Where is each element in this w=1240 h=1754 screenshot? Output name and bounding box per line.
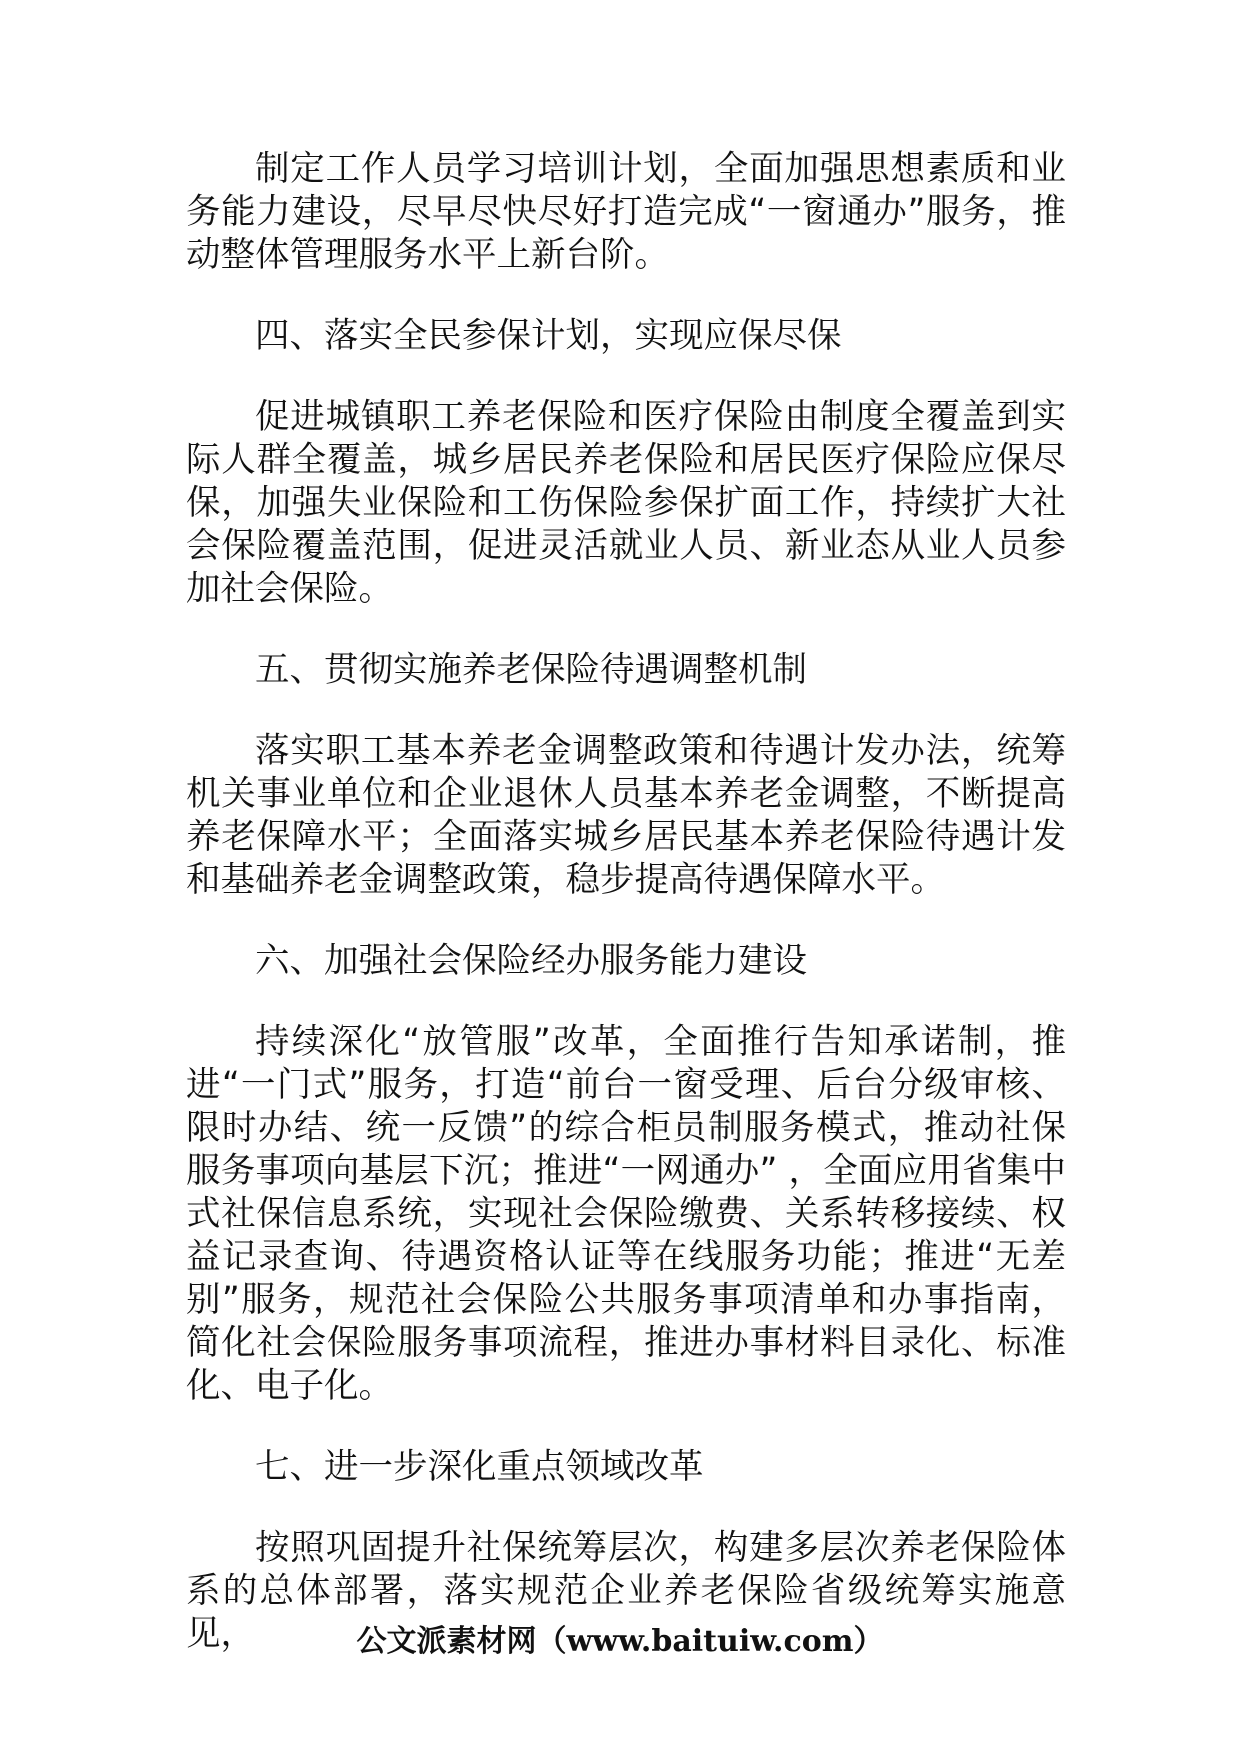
section-heading-7: 七、进一步深化重点领域改革: [255, 1447, 704, 1487]
section-heading-4: 四、落实全民参保计划，实现应保尽保: [255, 316, 842, 356]
paragraph-3: 落实职工基本养老金调整政策和待遇计发办法，统筹机关事业单位和企业退休人员基本养老金调整，不断提高养老保障水平；全面落实城乡居民基本养老保险待遇计发和基础养老金调整政策，稳步提高待遇保障水平。: [186, 731, 1066, 900]
section-heading-5: 五、贯彻实施养老保险待遇调整机制: [255, 650, 807, 690]
document-body: [186, 148, 1066, 1656]
paragraph-4: 持续深化“放管服”改革，全面推行告知承诺制，推进“一门式”服务，打造“前台一窗受理、后台分级审核、限时办结、统一反馈”的综合柜员制服务模式，推动社保服务事项向基层下沉；推进“一网通办” ，全面应用省集中式社保信息系统，实现社会保险缴费、关系转移接续、权益记录查询、待遇资格认证等在线服务功能；推进“无差别”服务，规范社会保险公共服务事项清单和办事指南，简化社会保险服务事项流程，推进办事材料目录化、标准化、电子化。: [186, 1022, 1066, 1406]
page-footer-watermark: 公文派素材网（www.baituiw.com）: [356, 1624, 884, 1659]
paragraph-1: 制定工作人员学习培训计划，全面加强思想素质和业务能力建设，尽早尽快尽好打造完成“一窗通办”服务，推动整体管理服务水平上新台阶。: [186, 149, 1066, 275]
paragraph-2: 促进城镇职工养老保险和医疗保险由制度全覆盖到实际人群全覆盖，城乡居民养老保险和居民医疗保险应保尽保，加强失业保险和工伤保险参保扩面工作，持续扩大社会保险覆盖范围，促进灵活就业人员、新业态从业人员参加社会保险。: [186, 397, 1066, 609]
section-heading-6: 六、加强社会保险经办服务能力建设: [255, 941, 807, 981]
paragraph-5: 按照巩固提升社保统筹层次，构建多层次养老保险体系的总体部署，落实规范企业养老保险省级统筹实施意见，: [186, 1528, 1066, 1654]
